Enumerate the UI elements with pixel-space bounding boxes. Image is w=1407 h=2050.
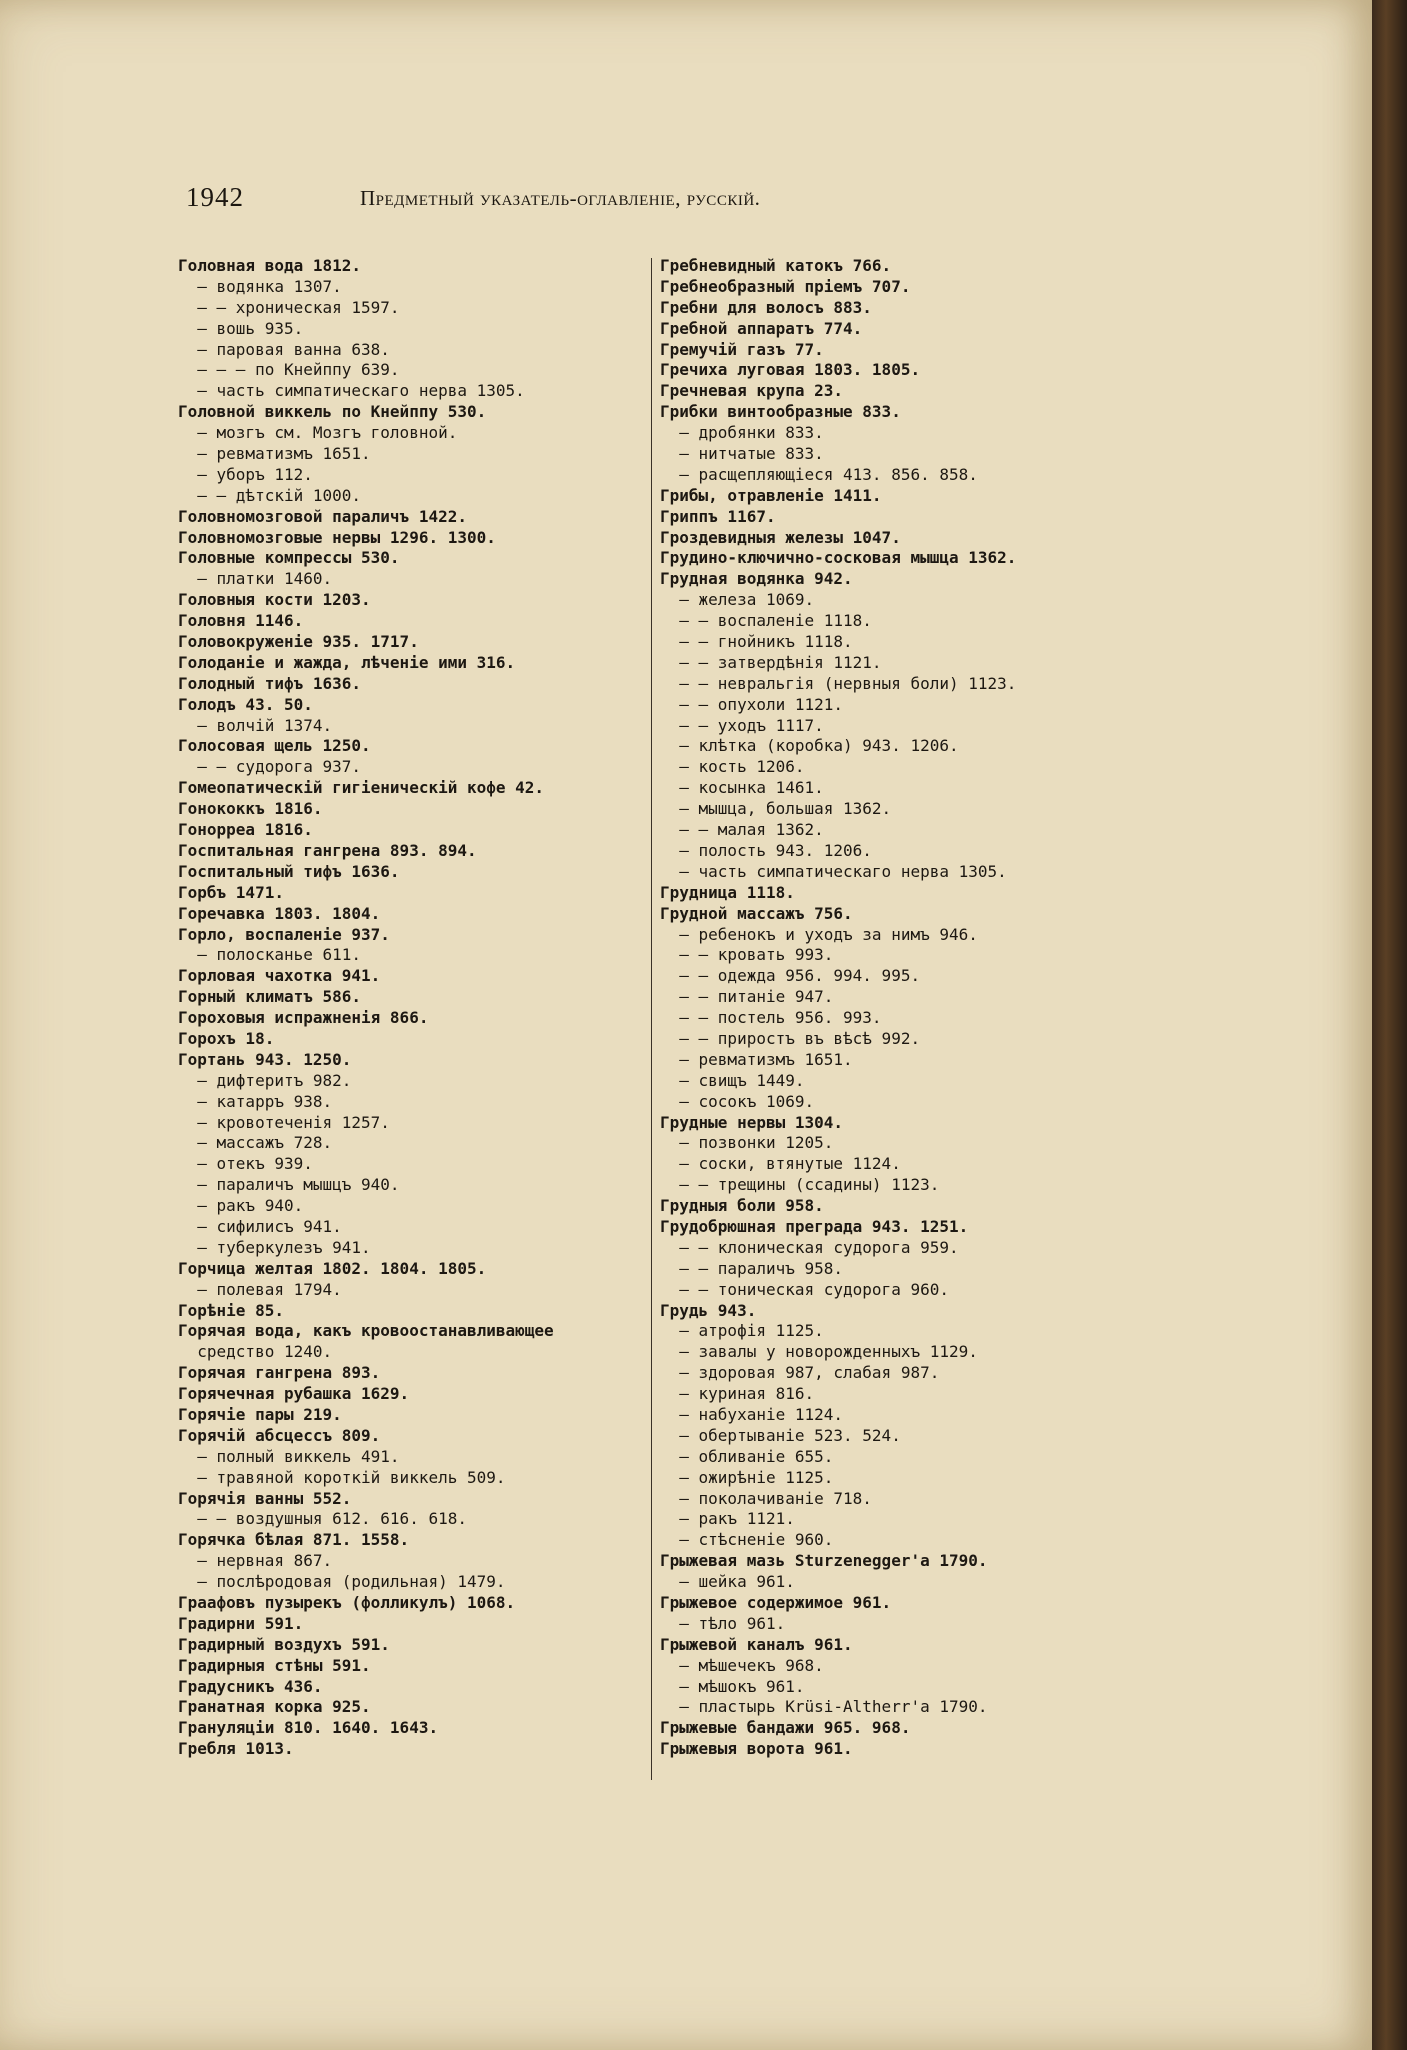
index-entry: Гроздевидныя железы 1047. [660, 527, 901, 547]
index-entry: Головномозговой параличъ 1422. [178, 506, 467, 526]
index-entry: — набуханіе 1124. [660, 1404, 844, 1424]
index-entry: Грыжевое содержимое 961. [660, 1593, 892, 1612]
index-entry: Грануляціи 810. 1640. 1643. [178, 1718, 439, 1738]
index-entry: — — гнойникъ 1118. [660, 632, 853, 652]
index-entry: — полный виккель 491. [178, 1446, 400, 1466]
index-entry: Голодъ 43. 50. [178, 694, 313, 714]
index-entry: Грудино-ключично-сосковая мышца 1362. [660, 548, 1017, 568]
column-divider [651, 258, 652, 1780]
index-entry: Гороховыя испражненія 866. [178, 1008, 429, 1028]
index-entry: Головныя кости 1203. [178, 590, 371, 610]
index-entry: — завалы у новорожденныхъ 1129. [660, 1342, 978, 1362]
index-entry: — уборъ 112. [178, 464, 313, 484]
index-entry: Гонорреа 1816. [178, 820, 313, 840]
index-entry: Головные компрессы 530. [178, 548, 400, 568]
index-entry: — обертываніе 523. 524. [660, 1425, 901, 1445]
index-entry: Грыжевая мазь Sturzenegger'а 1790. [660, 1551, 988, 1571]
index-entry: — мозгъ см. Мозгъ головной. [178, 423, 458, 443]
index-entry: — массажъ 728. [178, 1133, 333, 1153]
index-entry: Горечавка 1803. 1804. [178, 903, 381, 923]
index-entry: Гребной аппаратъ 774. [660, 318, 863, 338]
index-entry: Горчица желтая 1802. 1804. 1805. [178, 1258, 487, 1278]
index-entry: — здоровая 987, слабая 987. [660, 1363, 940, 1383]
index-entry: Грудная водянка 942. [660, 569, 853, 589]
index-entry: — — воспаленіе 1118. [660, 611, 872, 631]
index-entry: Гранатная корка 925. [178, 1697, 371, 1717]
index-entry: Градирный воздухъ 591. [178, 1634, 390, 1654]
index-entry: — обливаніе 655. [660, 1446, 834, 1466]
index-entry: — дифтеритъ 982. [178, 1070, 352, 1090]
index-entry: Гортань 943. 1250. [178, 1049, 352, 1069]
book-spine [1372, 0, 1407, 2050]
index-entry: — поколачиваніе 718. [660, 1488, 872, 1508]
index-entry: Гречневая крупа 23. [660, 381, 844, 401]
index-entry: Горячечная рубашка 1629. [178, 1384, 410, 1404]
index-entry: Грыжевыя ворота 961. [660, 1739, 853, 1759]
index-entry: — пластырь Krüsi-Altherr'а 1790. [660, 1697, 988, 1717]
index-entry: — — тоническая судорога 960. [660, 1279, 949, 1299]
index-entry: Градирныя стѣны 591. [178, 1655, 371, 1675]
index-entry: — позвонки 1205. [660, 1133, 834, 1153]
index-entry: — — уходъ 1117. [660, 715, 824, 735]
index-entry: Грибы, отравленіе 1411. [660, 485, 882, 505]
index-entry: Грудница 1118. [660, 882, 795, 902]
index-entry: — ревматизмъ 1651. [660, 1049, 853, 1069]
index-entry: — расщепляющіеся 413. 856. 858. [660, 464, 978, 484]
index-entry: — ожирѣніе 1125. [660, 1467, 834, 1487]
index-entry: средство 1240. [178, 1342, 333, 1362]
index-entry: Грудобрюшная преграда 943. 1251. [660, 1216, 969, 1236]
index-entry: Горячка бѣлая 871. 1558. [178, 1530, 410, 1550]
index-entry: — — хроническая 1597. [178, 297, 400, 317]
index-entry: — — кровать 993. [660, 945, 834, 965]
index-entry: — — дѣтскій 1000. [178, 485, 362, 505]
index-entry: Гребля 1013. [178, 1739, 294, 1759]
index-entry: — — судорога 937. [178, 757, 362, 777]
index-entry: — полость 943. 1206. [660, 840, 872, 860]
index-entry: — мышца, большая 1362. [660, 799, 892, 819]
index-entry: Грудной массажъ 756. [660, 903, 853, 923]
index-entry: — вошь 935. [178, 318, 304, 338]
index-entry: — дробянки 833. [660, 423, 824, 443]
index-entry: — полевая 1794. [178, 1279, 342, 1299]
index-entry: Грудныя боли 958. [660, 1196, 824, 1216]
index-entry: — кровотеченія 1257. [178, 1112, 390, 1132]
index-entry: Голодный тифъ 1636. [178, 673, 362, 693]
index-entry: Головня 1146. [178, 611, 304, 631]
index-entry: — волчій 1374. [178, 715, 333, 735]
index-entry: — мѣшокъ 961. [660, 1676, 805, 1696]
index-entry: Грибки винтообразные 833. [660, 402, 901, 422]
index-entry: Голоданіе и жажда, лѣченіе ими 316. [178, 652, 516, 672]
index-entry: — — приростъ въ вѣсѣ 992. [660, 1028, 921, 1048]
index-entry: Горячіе пары 219. [178, 1404, 342, 1424]
index-entry: Голосовая щель 1250. [178, 736, 371, 756]
index-entry: Гребневидный катокъ 766. [660, 256, 892, 275]
index-entry: Градирни 591. [178, 1613, 304, 1633]
index-entry: — тѣло 961. [660, 1613, 786, 1633]
page-header [186, 182, 966, 218]
index-entry: Горло, воспаленіе 937. [178, 924, 390, 944]
index-entry: Горячая гангрена 893. [178, 1363, 381, 1383]
running-title: Предметный указатель-оглавленіе, русскій. [360, 186, 761, 210]
index-entry: — полосканье 611. [178, 945, 362, 965]
index-entry: Горловая чахотка 941. [178, 966, 381, 986]
index-entry: — куриная 816. [660, 1384, 815, 1404]
index-entry: — паровая ванна 638. [178, 339, 390, 359]
index-entry: — клѣтка (коробка) 943. 1206. [660, 736, 959, 756]
index-entry: — — воздушныя 612. 616. 618. [178, 1509, 467, 1529]
index-entry: — сосокъ 1069. [660, 1091, 815, 1111]
index-entry: Госпитальный тифъ 1636. [178, 861, 400, 881]
index-entry: — — опухоли 1121. [660, 694, 844, 714]
index-entry: Гребнеобразный пріемъ 707. [660, 276, 911, 296]
index-entry: — катарръ 938. [178, 1091, 333, 1111]
index-entry: Головной виккель по Кнейппу 530. [178, 402, 487, 422]
page-number: 1942 [186, 182, 244, 212]
index-entry: — кость 1206. [660, 757, 805, 777]
index-entry: Горный климатъ 586. [178, 987, 362, 1007]
index-entry: Головная вода 1812. [178, 256, 362, 275]
index-entry: — травяной короткій виккель 509. [178, 1467, 506, 1487]
index-entry: — косынка 1461. [660, 778, 824, 798]
index-entry: — атрофія 1125. [660, 1321, 824, 1341]
index-entry: — отекъ 939. [178, 1154, 313, 1174]
index-entry: — — малая 1362. [660, 820, 824, 840]
index-entry: Горячій абсцессъ 809. [178, 1425, 381, 1445]
index-entry: — — — по Кнейппу 639. [178, 360, 400, 380]
index-entry: Гречиха луговая 1803. 1805. [660, 360, 921, 380]
index-entry: — стѣсненіе 960. [660, 1530, 834, 1550]
index-entry: Грудные нервы 1304. [660, 1112, 844, 1132]
index-entry: Гомеопатическій гигіеническій кофе 42. [178, 778, 545, 798]
index-entry: Горѣніе 85. [178, 1300, 284, 1320]
index-column-left [178, 256, 648, 1760]
index-entry: — — питаніе 947. [660, 987, 834, 1007]
index-entry: — соски, втянутые 1124. [660, 1154, 901, 1174]
index-entry: — ракъ 1121. [660, 1509, 795, 1529]
index-entry: — туберкулезъ 941. [178, 1237, 371, 1257]
index-entry: Граафовъ пузырекъ (фолликулъ) 1068. [178, 1593, 516, 1612]
index-entry: — — клоническая судорога 959. [660, 1237, 959, 1257]
index-entry: Гриппъ 1167. [660, 506, 776, 526]
index-entry: Гребни для волосъ 883. [660, 297, 872, 317]
index-entry: Гремучій газъ 77. [660, 339, 824, 359]
index-entry: Горячая вода, какъ кровоостанавливающее [178, 1321, 554, 1341]
index-entry: — сифилисъ 941. [178, 1216, 342, 1236]
index-entry: Головномозговые нервы 1296. 1300. [178, 527, 496, 547]
index-entry: Горбъ 1471. [178, 882, 284, 902]
index-entry: — нервная 867. [178, 1551, 333, 1571]
index-entry: — железа 1069. [660, 590, 815, 610]
index-entry: — ревматизмъ 1651. [178, 444, 371, 464]
index-entry: — послѣродовая (родильная) 1479. [178, 1572, 506, 1592]
index-entry: — часть симпатическаго нерва 1305. [178, 381, 525, 401]
index-entry: — часть симпатическаго нерва 1305. [660, 861, 1007, 881]
index-entry: — водянка 1307. [178, 276, 342, 296]
index-entry: Гонококкъ 1816. [178, 799, 323, 819]
index-entry: Горячія ванны 552. [178, 1488, 352, 1508]
index-entry: — — постель 956. 993. [660, 1008, 882, 1028]
index-entry: Головокруженіе 935. 1717. [178, 632, 419, 652]
index-entry: — платки 1460. [178, 569, 333, 589]
index-entry: — ракъ 940. [178, 1196, 304, 1216]
index-column-right [660, 256, 1130, 1760]
index-entry: Грыжевой каналъ 961. [660, 1634, 853, 1654]
index-entry: — — параличъ 958. [660, 1258, 844, 1278]
index-entry: Госпитальная гангрена 893. 894. [178, 840, 477, 860]
index-entry: — нитчатые 833. [660, 444, 824, 464]
index-entry: Горохъ 18. [178, 1028, 275, 1048]
index-entry: — — одежда 956. 994. 995. [660, 966, 921, 986]
index-entry: Грудь 943. [660, 1300, 757, 1320]
index-entry: — ребенокъ и уходъ за нимъ 946. [660, 924, 978, 944]
index-entry: — параличъ мышцъ 940. [178, 1175, 400, 1195]
index-entry: — свищъ 1449. [660, 1070, 805, 1090]
index-entry: Грыжевые бандажи 965. 968. [660, 1718, 911, 1738]
index-entry: — мѣшечекъ 968. [660, 1655, 824, 1675]
index-entry: — — затвердѣнія 1121. [660, 652, 882, 672]
index-entry: — шейка 961. [660, 1572, 795, 1592]
index-entry: — — трещины (ссадины) 1123. [660, 1175, 940, 1195]
index-entry: — — невральгія (нервныя боли) 1123. [660, 673, 1017, 693]
index-entry: Градусникъ 436. [178, 1676, 323, 1696]
